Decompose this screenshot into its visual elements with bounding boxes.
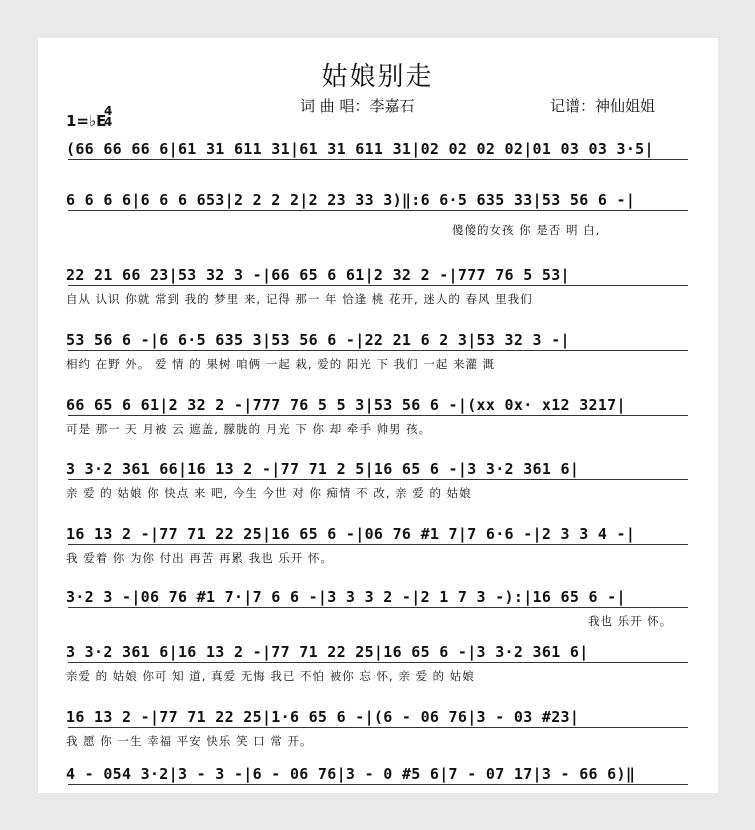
underline-beam [68, 607, 688, 608]
staff-system [66, 460, 698, 500]
notation-line: 66 65 6 61|2 32 2 -|777 76 5 5 3|53 56 6 -|(xx 0x· x12 3217| [66, 396, 626, 414]
staff-system [66, 396, 698, 436]
lyric-line: 我也 乐开 怀。 [588, 614, 673, 628]
underline-beam [68, 544, 688, 545]
composer-credit: 词 曲 唱：李嘉石 [300, 97, 415, 115]
staff-system [66, 765, 698, 783]
lyric-line: 自从 认识 你就 常到 我的 梦里 来, 记得 那一 年 恰逢 桃 花开, 迷人的 春风 里我们 [66, 292, 533, 306]
staff-system [66, 588, 698, 628]
underline-beam [68, 415, 688, 416]
staff-system [66, 266, 698, 306]
underline-beam [68, 350, 688, 351]
notation-line: 22 21 66 23|53 32 3 -|66 65 6 61|2 32 2 -|777 76 5 53| [66, 266, 570, 284]
notation-line: 3 3·2 361 66|16 13 2 -|77 71 2 5|16 65 6 -|3 3·2 361 6| [66, 460, 580, 478]
staff-system [66, 708, 698, 748]
lyric-line: 相约 在野 外。 爱 情 的 果树 咱俩 一起 栽, 爱的 阳光 下 我们 一起 来灌 溉 [66, 357, 496, 371]
staff-system [66, 331, 698, 371]
lyric-line: 亲 爱 的 姑娘 你 快点 来 吧, 今生 今世 对 你 痴情 不 改, 亲 爱 的 姑娘 [66, 486, 472, 500]
staff-system [66, 191, 698, 237]
lyric-line: 我 愿 你 一生 幸福 平安 快乐 笑 口 常 开。 [66, 734, 313, 748]
notation-line: 16 13 2 -|77 71 22 25|16 65 6 -|06 76 #1 7|7 6·6 -|2 3 3 4 -| [66, 525, 636, 543]
underline-beam [68, 479, 688, 480]
notation-line: 53 56 6 -|6 6·5 635 3|53 56 6 -|22 21 6 2 3|53 32 3 -| [66, 331, 570, 349]
notation-line: 3·2 3 -|06 76 #1 7·|7 6 6 -|3 3 3 2 -|2 1 7 3 -):|16 65 6 -| [66, 588, 626, 606]
underline-beam [68, 727, 688, 728]
staff-system [66, 643, 698, 683]
time-numerator: 4 [104, 104, 113, 118]
staff-system [66, 525, 698, 565]
underline-beam [68, 662, 688, 663]
notation-line: 16 13 2 -|77 71 22 25|1·6 65 6 -|(6 - 06 76|3 - 03 #23| [66, 708, 580, 726]
time-denominator: 4 [104, 115, 113, 129]
lyric-line: 我 爱着 你 为你 付出 再苦 再累 我也 乐开 怀。 [66, 551, 333, 565]
transcriber-credit: 记谱：神仙姐姐 [550, 97, 656, 115]
key-signature: 1=♭E [66, 112, 107, 130]
underline-beam [68, 210, 688, 211]
notation-line: (66 66 66 6|61 31 611 31|61 31 611 31|02 02 02 02|01 03 03 3·5| [66, 140, 654, 158]
song-title: 姑娘别走 [321, 62, 434, 92]
notation-line: 4 - 054 3·2|3 - 3 -|6 - 06 76|3 - 0 #5 6|7 - 07 17|3 - 66 6)‖ [66, 765, 636, 783]
staff-system [66, 140, 698, 158]
lyric-line: 可是 那一 天 月被 云 遮盖, 朦胧的 月光 下 你 却 牵手 帅男 孩。 [66, 422, 432, 436]
underline-beam [68, 784, 688, 785]
lyric-line: 傻傻的女孩 你 是否 明 白, [452, 223, 601, 237]
underline-beam [68, 159, 688, 160]
time-signature [104, 106, 112, 128]
underline-beam [68, 285, 688, 286]
lyric-line: 亲爱 的 姑娘 你可 知 道, 真爱 无悔 我已 不怕 被你 忘 怀, 亲 爱 的 姑娘 [66, 669, 475, 683]
notation-line: 6 6 6 6|6 6 6 653|2 2 2 2|2 23 33 3)‖:6 6·5 635 33|53 56 6 -| [66, 191, 636, 209]
notation-line: 3 3·2 361 6|16 13 2 -|77 71 22 25|16 65 6 -|3 3·2 361 6| [66, 643, 589, 661]
